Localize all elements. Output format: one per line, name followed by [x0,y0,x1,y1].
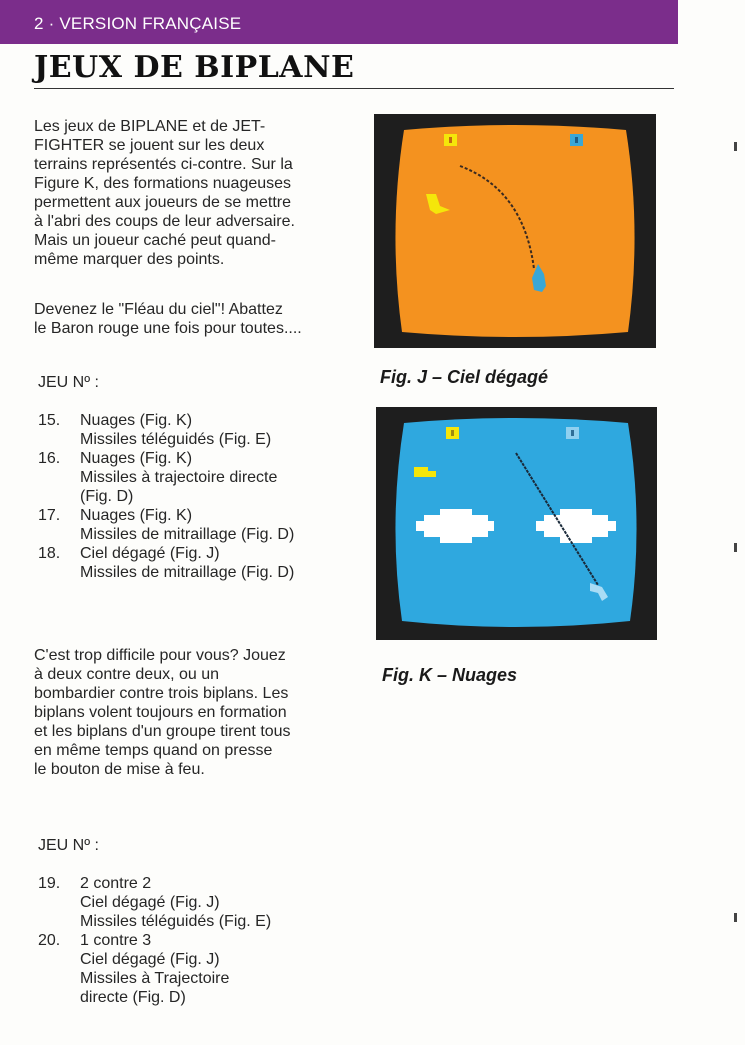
page-title: JEUX DE BIPLANE [34,50,355,85]
figure-j-screenshot [374,114,656,348]
slogan-paragraph: Devenez le "Fléau du ciel"! Abattez le Baron rouge une fois pour toutes.... [34,301,302,337]
section-label: 2 · VERSION FRANÇAISE [34,14,242,33]
title-divider [34,88,674,89]
figure-j-svg [374,114,656,348]
list-item: 16. Nuages (Fig. K) Missiles à trajectoire directe (Fig. D) [38,450,278,505]
figure-j-caption: Fig. J – Ciel dégagé [380,367,549,387]
list-item: 20. 1 contre 3 Ciel dégagé (Fig. J) Missiles à Trajectoire directe (Fig. D) [38,932,230,1006]
game-list-2 [38,874,358,1007]
list-item: 19. 2 contre 2 Ciel dégagé (Fig. J) Missiles téléguidés (Fig. E) [38,875,272,930]
figure-k-screenshot [376,407,657,640]
game-list-2-heading: JEU Nº : [38,837,99,854]
list-item: 18. Ciel dégagé (Fig. J) Missiles de mitraillage (Fig. D) [38,545,295,581]
binder-mark [734,142,737,151]
game-list-1 [38,411,358,582]
game-number: 19. [38,875,61,892]
game-number: 15. [38,412,61,429]
binder-mark [734,543,737,552]
list-item: 17. Nuages (Fig. K) Missiles de mitraillage (Fig. D) [38,507,295,543]
binder-mark [734,913,737,922]
figure-k-caption: Fig. K – Nuages [382,665,518,685]
game-list-1-heading: JEU Nº : [38,374,99,391]
game-number: 18. [38,545,61,562]
intro-paragraph: Les jeux de BIPLANE et de JET- FIGHTER se jouent sur les deux terrains représentés ci-contre. Sur la Figure K, des formations nuageuses permettent aux joueurs de se mettre à l'abri des coups de leur adversaire. Mais un joueur caché peut quand- même marquer des points. [34,118,295,268]
figure-k-svg [376,407,657,640]
figure-j-game-screen [395,125,634,337]
section-header-bar [0,0,678,44]
game-number: 20. [38,932,61,949]
list-item: 15. Nuages (Fig. K) Missiles téléguidés (Fig. E) [38,412,272,448]
challenge-paragraph: C'est trop difficile pour vous? Jouez à deux contre deux, ou un bombardier contre trois biplans. Les biplans volent toujours en formation et les biplans d'un groupe tirent tous en même temps quand on presse le bouton de mise à feu. [34,647,291,778]
game-number: 16. [38,450,61,467]
game-number: 17. [38,507,61,524]
